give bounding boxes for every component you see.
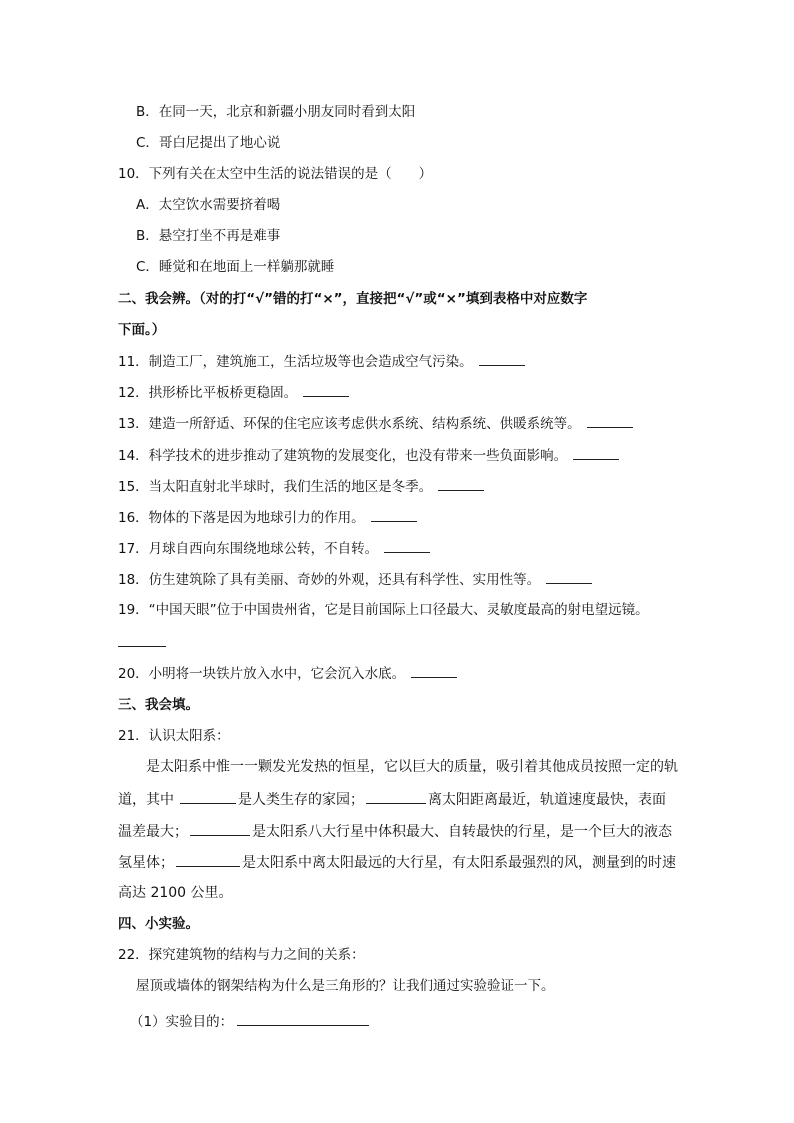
mercury-blank[interactable] (366, 790, 426, 804)
q10-option-c: C．睡觉和在地面上一样躺那就睡 (136, 259, 335, 275)
q13-answer-blank[interactable] (587, 414, 633, 428)
q14-text: 14．科学技术的进步推动了建筑物的发展变化，也没有带来一些负面影响。 (118, 448, 568, 464)
q12-text: 12．拱形桥比平板桥更稳固。 (118, 385, 298, 401)
q21-paragraph-line1 (118, 758, 678, 776)
q21-p1: 是太阳系中惟一一颗发光发热的恒星，它以巨大的质量，吸引着其他成员按照一定的轨 (146, 759, 678, 775)
q21-p2c: 离太阳距离最近，轨道速度最快，表面 (428, 792, 666, 808)
q21-p4b: 是太阳系中离太阳最远的大行星，有太阳系最强烈的风，测量到的时速 (242, 855, 676, 871)
q18-answer-blank[interactable] (546, 570, 592, 584)
q12-item (118, 383, 349, 402)
q17-text: 17．月球自西向东围绕地球公转，不自转。 (118, 541, 379, 557)
q17-answer-blank[interactable] (384, 539, 430, 553)
q21-p4a: 氢星体； (118, 855, 174, 871)
q20-text: 20．小明将一块铁片放入水中，它会沉入水底。 (118, 666, 406, 682)
q12-answer-blank[interactable] (303, 383, 349, 397)
q21-p3b: 是太阳系八大行星中体积最大、自转最快的行星，是一个巨大的液态 (252, 824, 672, 840)
q21-p3a: 温差最大； (118, 824, 188, 840)
q21-p2b: 是人类生存的家园； (238, 792, 364, 808)
q13-text: 13．建造一所舒适、环保的住宅应该考虑供水系统、结构系统、供暖系统等。 (118, 416, 581, 432)
q10-option-b: B．悬空打坐不再是难事 (136, 228, 281, 244)
q16-answer-blank[interactable] (371, 508, 417, 522)
q10-option-a: A．太空饮水需要挤着喝 (136, 197, 281, 213)
neptune-blank[interactable] (176, 853, 240, 867)
q9-option-c: C．哥白尼提出了地心说 (136, 135, 281, 151)
section4-heading: 四、小实验。 (118, 916, 199, 932)
q19-text: 19．“中国天眼”位于中国贵州省，它是目前国际上口径最大、灵敏度最高的射电望远镜。 (118, 602, 649, 618)
q19-answer-blank[interactable] (118, 633, 166, 647)
section2-heading-line1: 二、我会辨。（对的打“√”错的打“×”，直接把“√”或“×”填到表格中对应数字 (118, 291, 588, 307)
q22-intro: 屋顶或墙体的钢架结构为什么是三角形的？让我们通过实验验证一下。 (136, 978, 555, 994)
q20-answer-blank[interactable] (411, 664, 457, 678)
q13-item (118, 414, 633, 433)
q15-answer-blank[interactable] (438, 477, 484, 491)
q22-sub1 (130, 1012, 371, 1031)
q16-item (118, 508, 417, 527)
q21-p2a: 道，其中 (118, 792, 174, 808)
q16-text: 16．物体的下落是因为地球引力的作用。 (118, 510, 365, 526)
q21-paragraph-line4 (118, 853, 676, 872)
q17-item (118, 539, 430, 558)
q11-answer-blank[interactable] (479, 352, 525, 366)
q11-item (118, 352, 525, 371)
earth-blank[interactable] (180, 790, 236, 804)
experiment-purpose-blank[interactable] (237, 1012, 369, 1026)
q21-paragraph-line5: 高达 2100 公里。 (118, 885, 233, 901)
jupiter-blank[interactable] (190, 822, 250, 836)
section3-heading: 三、我会填。 (118, 697, 199, 713)
q20-item (118, 664, 457, 683)
q19-item-blank-line (118, 633, 166, 652)
q18-item (118, 570, 592, 589)
q21-paragraph-line2 (118, 790, 666, 809)
section2-heading-line2: 下面。） (118, 322, 166, 338)
q21-paragraph-line3 (118, 822, 672, 841)
q11-text: 11．制造工厂，建筑施工，生活垃圾等也会造成空气污染。 (118, 354, 473, 370)
q15-text: 15．当太阳直射北半球时，我们生活的地区是冬季。 (118, 479, 433, 495)
q15-item (118, 477, 484, 496)
q14-answer-blank[interactable] (573, 446, 619, 460)
q14-item (118, 446, 619, 465)
q22-sub1-label: （1）实验目的： (130, 1014, 234, 1030)
q18-text: 18．仿生建筑除了具有美丽、奇妙的外观，还具有科学性、实用性等。 (118, 572, 541, 588)
q21-stem: 21．认识太阳系： (118, 728, 230, 744)
q22-stem: 22．探究建筑物的结构与力之间的关系： (118, 947, 365, 963)
q10-stem: 10．下列有关在太空中生活的说法错误的是（ ） (118, 166, 433, 182)
q9-option-b: B．在同一天，北京和新疆小朋友同时看到太阳 (136, 104, 416, 120)
